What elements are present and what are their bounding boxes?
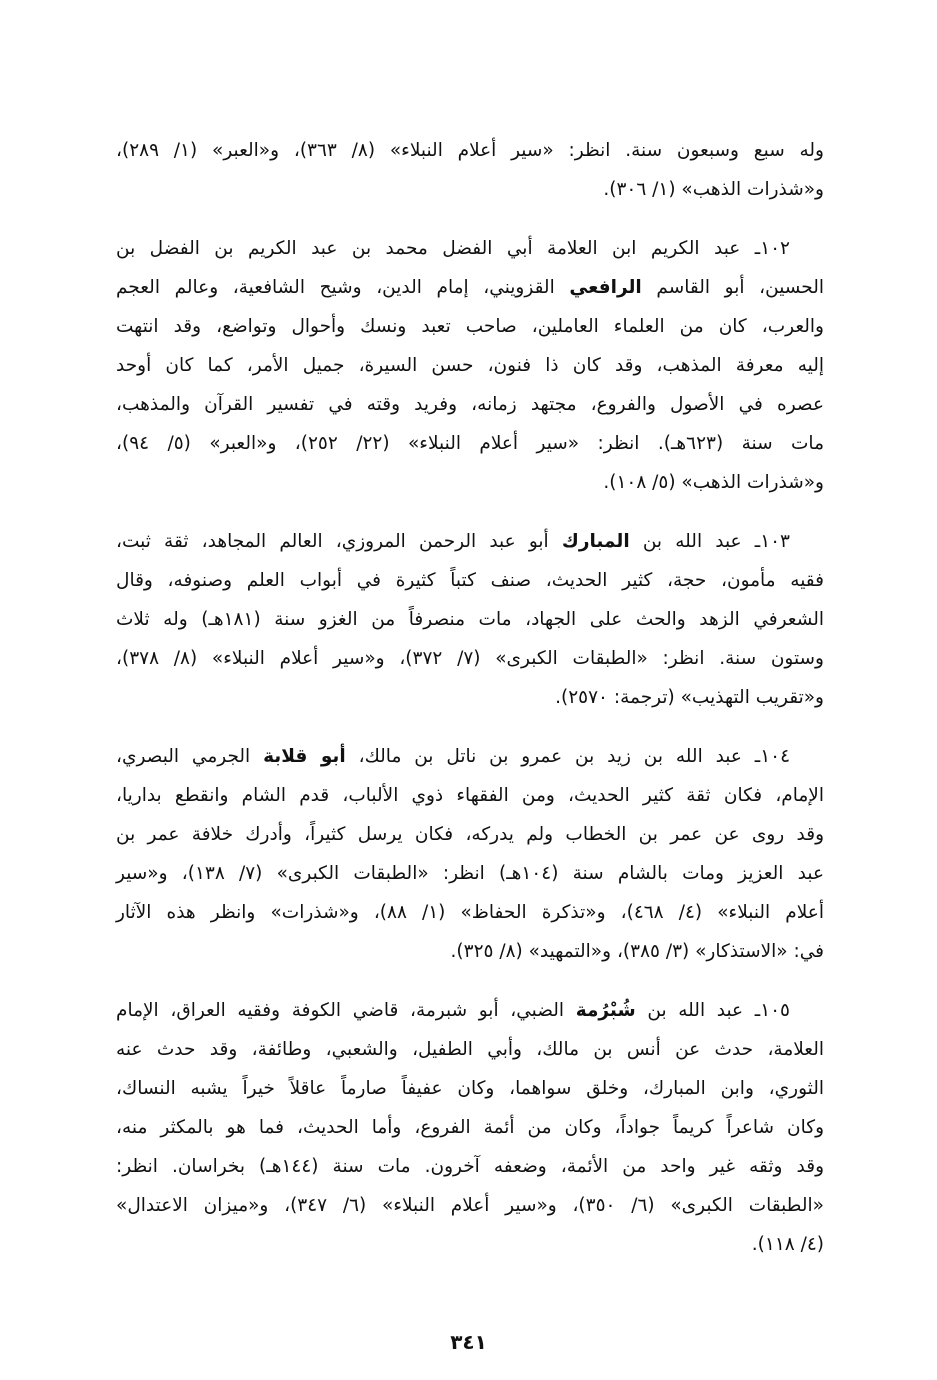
text-segment: مات سنة (٦٢٣هـ). انظر: «سير أعلام النبلاء» (٢٢/ ٢٥٢)، و«العبر» (٥/ ٩٤)، xyxy=(116,433,824,454)
footnote-entry xyxy=(116,991,824,1264)
text-segment: (٤/ ١١٨). xyxy=(751,1234,824,1255)
text-line xyxy=(116,932,824,971)
text-line xyxy=(116,561,824,600)
text-segment: ١٠٥ـ عبد الله بن xyxy=(635,1000,790,1021)
text-segment: إليه معرفة المذهب، وقد كان ذا فنون، حسن السيرة، جميل الأمر، كما كان أوحد xyxy=(116,355,824,376)
text-segment: الإمام، فكان ثقة كثير الحديث، ومن الفقهاء ذوي الألباب، قدم الشام وانقطع بداريا، xyxy=(116,785,824,806)
text-line xyxy=(116,131,824,170)
text-line xyxy=(116,991,824,1030)
text-line xyxy=(116,268,824,307)
text-segment: و«تقريب التهذيب» (ترجمة: ٢٥٧٠). xyxy=(555,687,824,708)
footnote-entry xyxy=(116,131,824,209)
text-segment: وقد وثقه غير واحد من الأئمة، وضعفه آخرون. مات سنة (١٤٤هـ) بخراسان. انظر: xyxy=(116,1156,825,1177)
text-line xyxy=(116,776,824,815)
text-segment: و«شذرات الذهب» (٥/ ١٠٨). xyxy=(603,472,824,493)
text-segment: العلامة، حدث عن أنس بن مالك، وأبي الطفيل، والشعبي، وطائفة، وقد حدث عنه xyxy=(116,1039,824,1060)
text-segment: عصره في الأصول والفروع، مجتهد زمانه، وفريد وقته في تفسير القرآن والمذهب، xyxy=(116,394,824,415)
text-line xyxy=(116,854,824,893)
text-line xyxy=(116,1225,824,1264)
text-segment: و«شذرات الذهب» (١/ ٣٠٦). xyxy=(603,179,824,200)
text-line xyxy=(116,639,824,678)
text-line xyxy=(116,893,824,932)
text-line xyxy=(116,229,824,268)
footnote-entry xyxy=(116,522,824,717)
text-segment: وكان شاعراً كريماً جواداً، وكان من أئمة الفروع، وأما الحديث، فما هو بالمكثر منه، xyxy=(116,1117,824,1138)
text-line xyxy=(116,678,824,717)
text-segment: الجرمي البصري، xyxy=(116,746,264,767)
text-segment: وله سبع وسبعون سنة. انظر: «سير أعلام النبلاء» (٨/ ٣٦٣)، و«العبر» (١/ ٢٨٩)، xyxy=(116,140,824,161)
text-segment: عبد العزيز ومات بالشام سنة (١٠٤هـ) انظر: «الطبقات الكبرى» (٧/ ١٣٨)، و«سير xyxy=(116,863,824,884)
page-number: ٣٤١ xyxy=(450,1330,487,1354)
text-line xyxy=(116,1108,824,1147)
bold-name: الرافعي xyxy=(569,277,642,298)
text-segment: الشعرفي الزهد والحث على الجهاد، مات منصرفاً من الغزو سنة (١٨١هـ) وله ثلاث xyxy=(116,609,824,630)
text-segment: ١٠٤ـ عبد الله بن زيد بن عمرو بن ناتل بن مالك، xyxy=(345,746,791,767)
text-segment: القزويني، إمام الدين، وشيح الشافعية، وعالم العجم xyxy=(116,277,570,298)
text-line xyxy=(116,1069,824,1108)
text-segment: ١٠٢ـ عبد الكريم ابن العلامة أبي الفضل محمد بن عبد الكريم بن الفضل بن xyxy=(116,238,790,259)
text-segment: وستون سنة. انظر: «الطبقات الكبرى» (٧/ ٣٧٢)، و«سير أعلام النبلاء» (٨/ ٣٧٨)، xyxy=(116,648,824,669)
text-segment: أعلام النبلاء» (٤/ ٤٦٨)، و«تذكرة الحفاظ» (١/ ٨٨)، و«شذرات» وانظر هذه الآثار xyxy=(116,902,824,923)
text-segment: ١٠٣ـ عبد الله بن xyxy=(629,531,790,552)
text-segment: في: «الاستذكار» (٣/ ٣٨٥)، و«التمهيد» (٨/ ٣٢٥). xyxy=(450,941,824,962)
text-line xyxy=(116,385,824,424)
text-line xyxy=(116,1147,824,1186)
text-segment: «الطبقات الكبرى» (٦/ ٣٥٠)، و«سير أعلام النبلاء» (٦/ ٣٤٧)، و«ميزان الاعتدال» xyxy=(116,1195,824,1216)
text-line xyxy=(116,600,824,639)
footnote-entry xyxy=(116,737,824,971)
text-line xyxy=(116,170,824,209)
text-segment: فقيه مأمون، حجة، كثير الحديث، صنف كتباً كثيرة في أبواب العلم وصنوفه، وقال xyxy=(116,570,824,591)
bold-name: شُبْرُمة xyxy=(575,1000,636,1021)
text-segment: الضبي، أبو شبرمة، قاضي الكوفة وفقيه العراق، الإمام xyxy=(116,1000,576,1021)
text-segment: الثوري، وابن المبارك، وخلق سواهما، وكان عفيفاً صارماً عاقلاً خيراً يشبه النساك، xyxy=(116,1078,824,1099)
text-line xyxy=(116,522,824,561)
footnotes-body xyxy=(116,131,824,1284)
text-segment: أبو عبد الرحمن المروزي، العالم المجاهد، ثقة ثبت، xyxy=(116,531,562,552)
text-line xyxy=(116,346,824,385)
text-line xyxy=(116,463,824,502)
text-line xyxy=(116,1186,824,1225)
text-line xyxy=(116,307,824,346)
text-line xyxy=(116,737,824,776)
text-line xyxy=(116,1030,824,1069)
text-segment: والعرب، كان من العلماء العاملين، صاحب تعبد ونسك وأحوال وتواضع، وقد انتهت xyxy=(116,316,824,337)
bold-name: أبو قلابة xyxy=(263,746,346,767)
bold-name: المبارك xyxy=(561,531,630,552)
footnote-entry xyxy=(116,229,824,502)
text-segment: وقد روى عن عمر بن الخطاب ولم يدركه، فكان يرسل كثيراً، وأدرك خلافة عمر بن xyxy=(116,824,824,845)
text-line xyxy=(116,815,824,854)
text-segment: الحسين، أبو القاسم xyxy=(641,277,824,298)
text-line xyxy=(116,424,824,463)
